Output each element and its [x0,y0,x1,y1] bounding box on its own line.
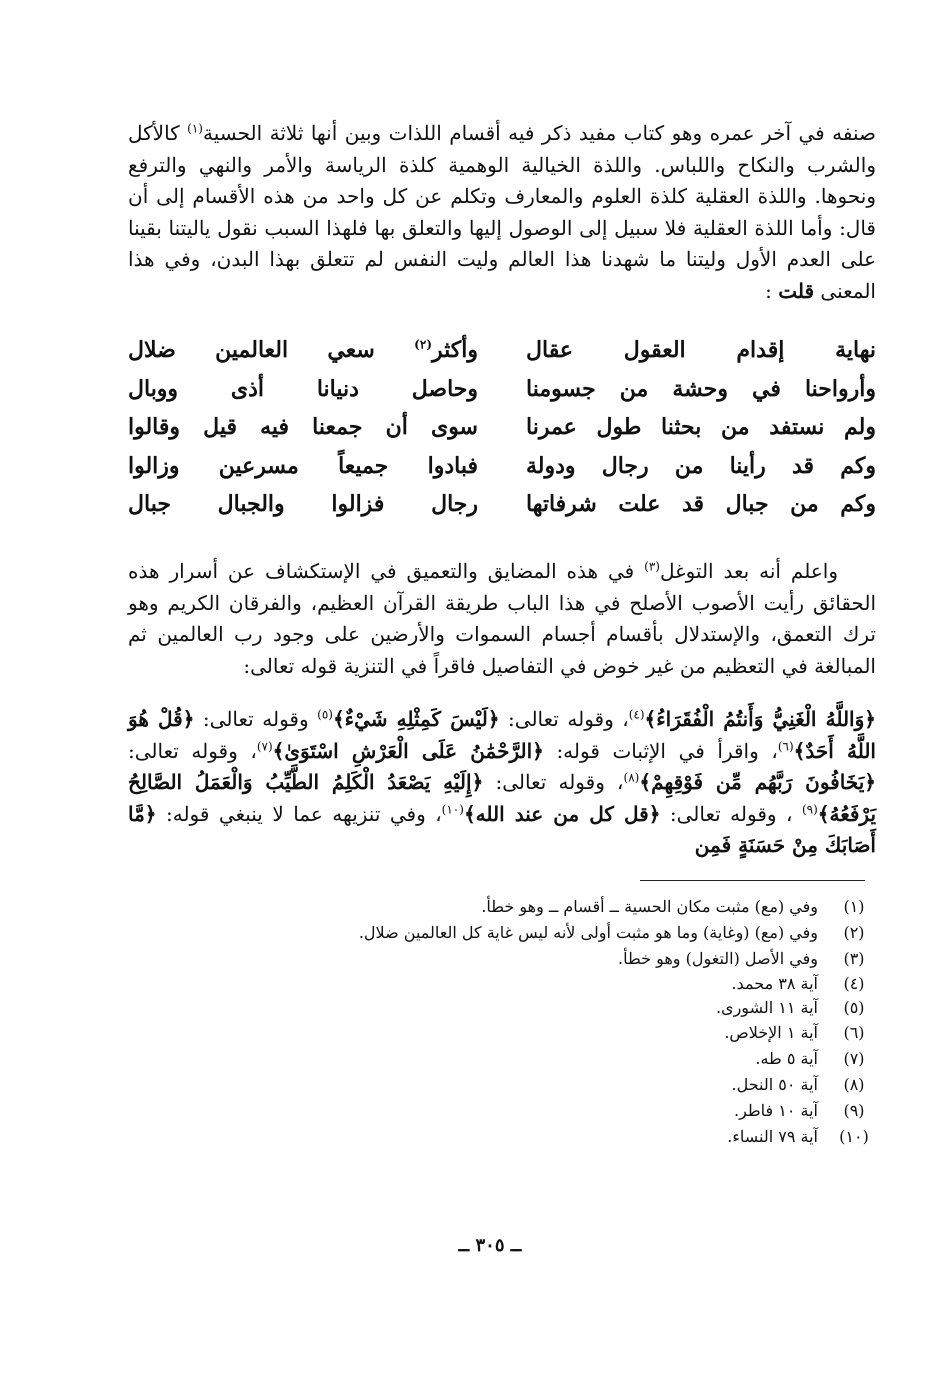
verse-second-hemistich: سوى أن جمعنا فيه قيل وقالوا [128,414,478,441]
footnote-ref: (١٠) [441,801,464,816]
paragraph-text: ﴿وَاللَّهُ الْغَنِيُّ وَأَنتُمُ الْفُقَرَاءُ﴾$^{(٤)}$، وقوله تعالى: ﴿لَيْسَ كَمِثْلِهِ شَيْءٌ﴾$^{(٥)}$ وقوله تعالى: ﴿قُلْ هُوَ اللَّهُ أَحَدٌ﴾$^{(٦)}$، واقرأ في الإثبات قوله: ﴿الرَّحْمَٰنُ عَلَى الْعَرْشِ اسْتَوَىٰ﴾$^{(٧)}$، وقوله تعالى: ﴿يَخَافُونَ رَبَّهُم مِّن فَوْقِهِمْ﴾$^{(٨)}$، وقوله تعالى: ﴿إِلَيْهِ يَصْعَدُ الْكَلِمُ الطَّيِّبُ وَالْعَمَلُ الصَّالِحُ يَرْفَعُهُ﴾$^{(٩)}$ ، وقوله تعالى: ﴿قل كل من عند الله﴾$^{(١٠)}$، وفي تنزيهه عما لا ينبغي قوله: ﴿مَّا أَصَابَكَ مِنْ حَسَنَةٍ فَمِن [128,707,877,857]
footnote-ref: (٧) [256,738,273,753]
footnote-text: آية ١ الإخلاص. [724,1022,818,1042]
footnote-text: آية ١٠ فاطر. [733,1100,818,1120]
poem-verse [128,447,876,486]
verse-first-hemistich: نهاية إقدام العقول عقال [526,337,876,364]
footnote-separator [640,880,865,881]
footnote-text: آية ٧٩ النساء. [727,1126,818,1146]
footnote-number: (٧) [843,1048,865,1068]
footnote-text: آية ٥٠ النحل. [731,1074,818,1094]
footnote-text: وفي (مع) (وغاية) وما هو مثبت أولى لأنه ليس غاية كل العالمين ضلال. [358,922,818,942]
poem-verse [128,331,876,370]
footnote-number: (٩) [843,1100,865,1120]
verse-second-hemistich: وأكثر$^{(٢)}$ سعي العالمين ضلال [128,337,478,364]
poem-verse [128,485,876,524]
quran-verse: ﴿يَخَافُونَ رَبَّهُم مِّن فَوْقِهِمْ﴾ [639,770,876,794]
verse-second-hemistich: رجال فزالوا والجبال جبال [128,491,478,518]
footnote [300,1123,880,1149]
footnote [300,971,880,995]
paragraph-text: واعلم أنه بعد التوغل$^{(٣)}$ في هذه المضايق والتعميق في الإستكشاف عن أسرار هذه الحقائق رأيت الأصوب الأصلح في هذا الباب طريقة القرآن العظيم، والفرقان الكريم وهو ترك التعمق، والإستدلال بأقسام أجسام السموات والأرضين على وجود رب العالمين ثم المبالغة في التعظيم من غير خوض في التفاصيل فاقراً في التنزية قوله تعالى: [128,559,876,678]
poem-verse [128,370,876,409]
footnote-ref: (٦) [777,738,794,753]
footnote [300,1045,880,1071]
footnote-ref: (٣) [644,559,660,574]
footnote-number: (٤) [843,973,865,993]
verse-first-hemistich: وكم من جبال قد علت شرفاتها [526,491,876,518]
quran-verse: ﴿وَاللَّهُ الْغَنِيُّ وَأَنتُمُ الْفُقَرَاءُ﴾ [644,707,876,731]
opening-paragraph [128,118,876,307]
poem-verse [128,408,876,447]
footnote-text: آية ٥ طه. [755,1048,818,1068]
second-paragraph [128,556,876,682]
footnote-number: (٦) [843,1022,865,1042]
footnote-number: (٥) [843,997,865,1017]
footnote [300,1019,880,1045]
verse-first-hemistich: ولم نستفد من بحثنا طول عمرنا [526,414,876,441]
footnote-number: (١٠) [839,1126,869,1146]
footnote-number: (١) [843,896,865,916]
footnote-number: (٣) [843,948,865,968]
verse-first-hemistich: وكم قد رأينا من رجال ودولة [526,452,876,479]
verse-second-hemistich: فبادوا جميعاً مسرعين وزالوا [128,452,478,479]
footnote-ref: (٥) [317,707,333,722]
qult-word: قلت [778,278,815,303]
footnote-ref: (٤) [628,707,645,722]
footnote-number: (٢) [843,922,865,942]
quran-verse: ﴿قل كل من عند الله﴾ [463,801,661,826]
footnote-text: آية ١١ الشورى. [715,997,818,1017]
footnote-text: وفي (مع) مثبت مكان الحسية ــ أقسام ــ وهو خطأ. [481,896,818,916]
quran-verse: ﴿قُلْ هُوَ اللَّهُ أَحَدٌ﴾ [128,707,876,763]
footnotes [300,893,880,1149]
paragraph-text: صنفه في آخر عمره وهو كتاب مفيد ذكر فيه أقسام اللذات وبين أنها ثلاثة الحسية$^{(١)}$ كالأكل والشرب والنكاح واللباس. واللذة الخيالية الوهمية كلذة الرياسة والأمر والنهي والترفع ونحوها. واللذة العقلية كلذة العلوم والمعارف وتكلم عن كل واحد من هذه الأقسام إلى أن قال: وأما اللذة العقلية فلا سبيل إلى الوصول إليها والتعلق بها فلهذا السبب نقول ياليتنا بقينا على العدم الأول وليتنا ما شهدنا هذا العالم وليت النفس لم تتعلق بهذا البدن، وفي هذا المعنى قلت : [128,121,877,303]
quran-verse: ﴿لَيْسَ كَمِثْلِهِ شَيْءٌ﴾ [332,707,500,731]
footnote-number: (٨) [843,1074,865,1094]
footnote [300,945,880,971]
footnote [300,1097,880,1123]
quran-verse: ﴿إِلَيْهِ يَصْعَدُ الْكَلِمُ الطَّيِّبُ وَالْعَمَلُ الصَّالِحُ يَرْفَعُهُ﴾ [128,770,877,826]
footnote-ref: (٨) [623,770,640,785]
verse-first-hemistich: وأرواحنا في وحشة من جسومنا [526,375,876,402]
footnote-text: وفي الأصل (التغول) وهو خطأ. [618,948,818,968]
footnote-ref: (١) [187,121,203,136]
footnote [300,1071,880,1097]
footnote-ref: (٩) [801,801,818,816]
footnote [300,893,880,919]
verse-second-hemistich: وحاصل دنيانا أذى ووبال [128,375,478,402]
quran-citations-paragraph [128,704,876,862]
quran-verse: ﴿الرَّحْمَٰنُ عَلَى الْعَرْشِ اسْتَوَىٰ﴾ [272,738,544,763]
page-number: ــ ٣٠٥ ــ [458,1235,522,1256]
footnote-text: آية ٣٨ محمد. [731,973,818,993]
footnote [300,919,880,945]
footnote [300,995,880,1019]
footnote-ref: (٢) [414,337,432,352]
quran-verse: ﴿مَّا أَصَابَكَ مِنْ حَسَنَةٍ فَمِن [128,801,876,857]
poem [128,331,876,524]
